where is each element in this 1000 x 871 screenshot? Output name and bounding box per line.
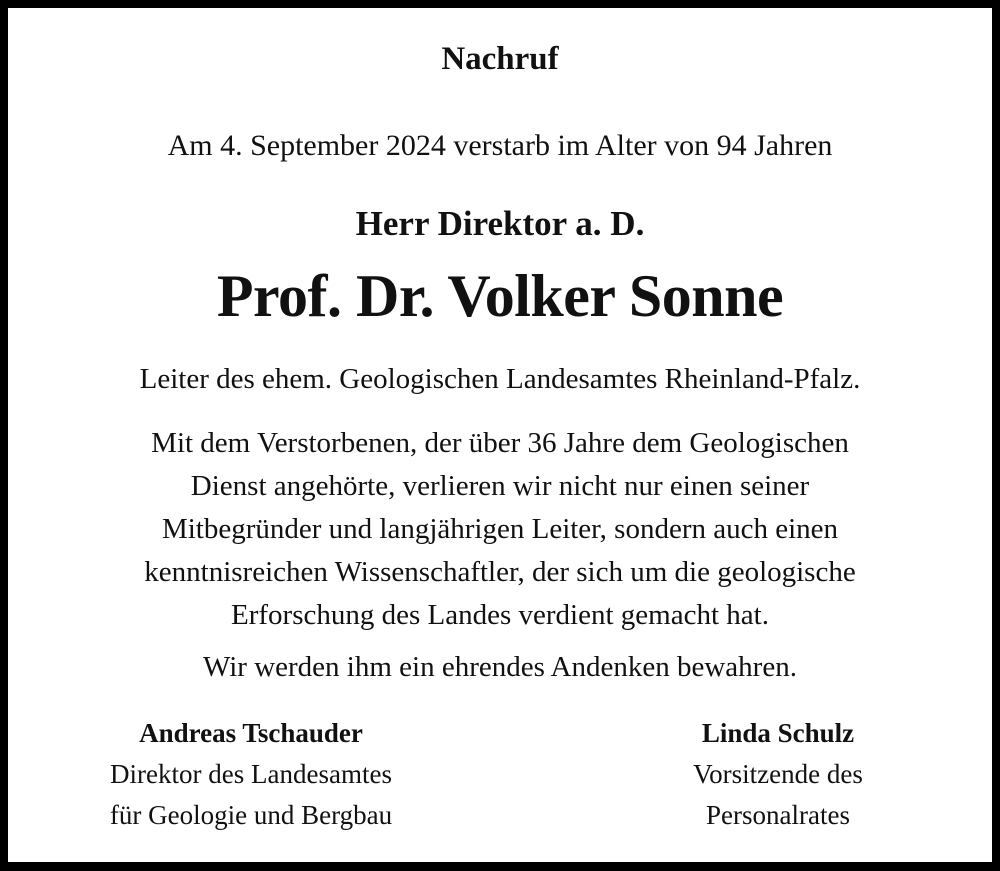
- deceased-position: Leiter des ehem. Geologischen Landesamtes Rheinland-Pfalz.: [139, 363, 861, 395]
- signatory-right: [628, 713, 928, 836]
- tribute-line: Erforschung des Landes verdient gemacht hat.: [231, 599, 769, 631]
- signatory-role-line: für Geologie und Bergbau: [109, 800, 393, 830]
- honorific-title: Herr Direktor a. D.: [355, 204, 645, 243]
- tribute-line: Mitbegründer und langjährigen Leiter, sondern auch einen: [161, 513, 839, 545]
- closing-statement: Wir werden ihm ein ehrendes Andenken bewahren.: [203, 651, 797, 683]
- tribute-line: Dienst angehörte, verlieren wir nicht nur einen seiner: [190, 470, 810, 502]
- deceased-name: Prof. Dr. Volker Sonne: [216, 263, 784, 329]
- tribute-line: Mit dem Verstorbenen, der über 36 Jahre dem Geologischen: [151, 427, 849, 459]
- obituary-notice: [8, 8, 992, 862]
- death-announcement: Am 4. September 2024 verstarb im Alter von 94 Jahren: [167, 129, 833, 162]
- signatory-role-line: Personalrates: [706, 800, 850, 830]
- tribute-line: kenntnisreichen Wissenschaftler, der sich um die geologische: [144, 556, 856, 588]
- signatory-left: [56, 713, 446, 836]
- tribute-paragraph: [8, 422, 992, 637]
- signatory-name: Andreas Tschauder: [139, 718, 363, 748]
- signatory-name: Linda Schulz: [701, 718, 855, 748]
- signatory-role-line: Direktor des Landesamtes: [110, 759, 392, 789]
- notice-heading: Nachruf: [441, 41, 559, 77]
- signatory-role-line: Vorsitzende des: [693, 759, 863, 789]
